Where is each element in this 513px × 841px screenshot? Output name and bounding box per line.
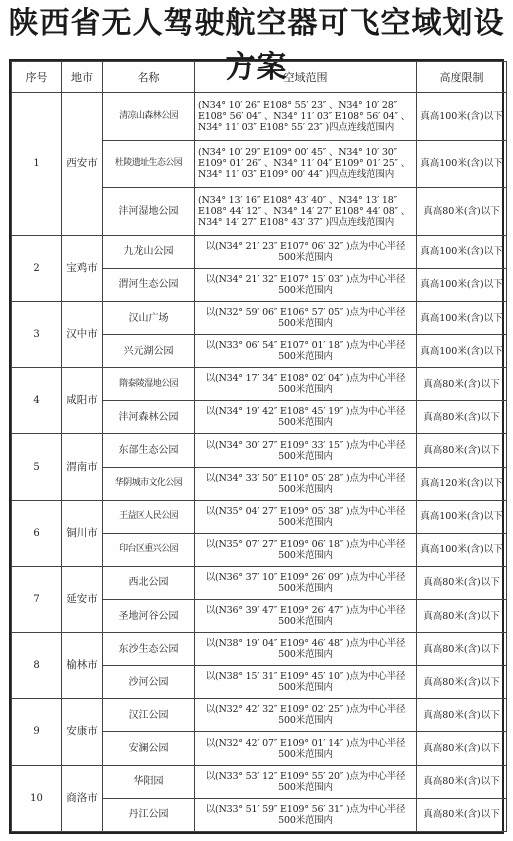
range-line: 以(N34° 21′ 32″ E107° 15′ 03″ )点为中心半径 (205, 273, 406, 285)
airspace-table-frame (9, 59, 504, 834)
cell-park-name: 汉江公园 (103, 699, 195, 732)
range-line: (N34° 13′ 16″ E108° 43′ 40″ 、N34° 13′ 18″ (198, 195, 397, 207)
cell-park-name: 印台区重兴公园 (103, 533, 195, 566)
range-line: E109° 01′ 26″ 、N34° 11′ 04″ E109° 01′ 25″ 、 (198, 158, 411, 170)
cell-airspace-range (195, 566, 417, 599)
range-line: 以(N34° 21′ 23″ E107° 06′ 32″ )点为中心半径 (205, 240, 406, 252)
cell-height-limit: 真高80米(含)以下 (417, 434, 507, 467)
cell-city: 榆林市 (62, 633, 103, 699)
range-line: 500米范围内 (278, 284, 333, 296)
cell-park-name: 东沙生态公园 (103, 633, 195, 666)
range-line: 以(N35° 04′ 27″ E109° 05′ 38″ )点为中心半径 (205, 505, 406, 517)
range-line: 500米范围内 (278, 781, 333, 793)
cell-park-name: 王益区人民公园 (103, 500, 195, 533)
cell-airspace-range (195, 188, 417, 236)
cell-height-limit: 真高100米(含)以下 (417, 533, 507, 566)
cell-park-name: 安澜公园 (103, 732, 195, 765)
header-city: 地市 (62, 62, 103, 93)
airspace-table (11, 61, 507, 832)
cell-height-limit: 真高120米(含)以下 (417, 467, 507, 500)
range-line: 以(N33° 51′ 59″ E109° 56′ 31″ )点为中心半径 (205, 803, 406, 815)
range-line: 以(N32° 42′ 32″ E109° 02′ 25″ )点为中心半径 (205, 704, 406, 716)
cell-airspace-range (195, 633, 417, 666)
cell-seq: 2 (12, 235, 62, 301)
range-line: 以(N36° 39′ 47″ E109° 26′ 47″ )点为中心半径 (205, 605, 406, 617)
cell-park-name: 沣河湿地公园 (103, 188, 195, 236)
cell-airspace-range (195, 302, 417, 335)
cell-airspace-range (195, 93, 417, 141)
cell-park-name: 圣地河谷公园 (103, 600, 195, 633)
range-line: 以(N38° 15′ 31″ E109° 45′ 10″ )点为中心半径 (205, 671, 406, 683)
cell-city: 西安市 (62, 93, 103, 236)
range-line: 以(N34° 19′ 42″ E108° 45′ 19″ )点为中心半径 (205, 406, 406, 418)
range-line: (N34° 10′ 29″ E109° 00′ 45″ 、N34° 10′ 30″ (198, 147, 397, 159)
header-name: 名称 (103, 62, 195, 93)
range-line: 以(N32° 59′ 06″ E106° 57′ 05″ )点为中心半径 (205, 307, 406, 319)
cell-height-limit: 真高100米(含)以下 (417, 335, 507, 368)
table-row (12, 235, 507, 268)
cell-seq: 5 (12, 434, 62, 500)
cell-city: 渭南市 (62, 434, 103, 500)
cell-height-limit: 真高100米(含)以下 (417, 500, 507, 533)
range-line: 以(N34° 33′ 50″ E110° 05′ 28″ )点为中心半径 (205, 472, 406, 484)
cell-airspace-range (195, 500, 417, 533)
table-row (12, 434, 507, 467)
cell-height-limit: 真高80米(含)以下 (417, 633, 507, 666)
table-body (12, 93, 507, 832)
cell-park-name: 西北公园 (103, 566, 195, 599)
cell-city: 商洛市 (62, 765, 103, 831)
cell-airspace-range (195, 798, 417, 831)
cell-city: 咸阳市 (62, 368, 103, 434)
range-line: 以(N35° 07′ 27″ E109° 06′ 18″ )点为中心半径 (205, 538, 406, 550)
range-line: N34° 11′ 03″ E108° 55′ 23″ )四点连线范围内 (198, 121, 395, 133)
range-line: 500米范围内 (278, 682, 333, 694)
cell-city: 安康市 (62, 699, 103, 765)
cell-seq: 4 (12, 368, 62, 434)
range-line: 500米范围内 (278, 715, 333, 727)
cell-park-name: 隋泰陵湿地公园 (103, 368, 195, 401)
cell-park-name: 东部生态公园 (103, 434, 195, 467)
cell-seq: 3 (12, 302, 62, 368)
cell-airspace-range (195, 368, 417, 401)
cell-park-name: 沣河森林公园 (103, 401, 195, 434)
cell-park-name: 杜陵遗址生态公园 (103, 140, 195, 188)
cell-height-limit: 真高100米(含)以下 (417, 235, 507, 268)
cell-height-limit: 真高80米(含)以下 (417, 765, 507, 798)
cell-height-limit: 真高100米(含)以下 (417, 302, 507, 335)
cell-park-name: 华阳园 (103, 765, 195, 798)
table-row (12, 93, 507, 141)
range-line: N34° 14′ 27″ E108° 43′ 37″ )四点连线范围内 (198, 217, 395, 229)
table-row (12, 566, 507, 599)
cell-height-limit: 真高80米(含)以下 (417, 699, 507, 732)
range-line: 500米范围内 (278, 318, 333, 330)
cell-park-name: 兴元湖公园 (103, 335, 195, 368)
table-row (12, 765, 507, 798)
cell-park-name: 华阴城市文化公园 (103, 467, 195, 500)
range-line: 以(N38° 19′ 04″ E109° 46′ 48″ )点为中心半径 (205, 638, 406, 650)
table-row (12, 302, 507, 335)
cell-city: 铜川市 (62, 500, 103, 566)
table-row (12, 500, 507, 533)
cell-airspace-range (195, 699, 417, 732)
range-line: 以(N34° 17′ 34″ E108° 02′ 04″ )点为中心半径 (205, 373, 406, 385)
range-line: N34° 11′ 03″ E109° 00′ 44″ )四点连线范围内 (198, 169, 395, 181)
cell-airspace-range (195, 467, 417, 500)
cell-city: 汉中市 (62, 302, 103, 368)
range-line: 500米范围内 (278, 616, 333, 628)
cell-city: 宝鸡市 (62, 235, 103, 301)
cell-park-name: 渭河生态公园 (103, 268, 195, 301)
range-line: E108° 56′ 04″ 、N34° 11′ 03″ E108° 56′ 04″ 、 (198, 110, 411, 122)
cell-seq: 10 (12, 765, 62, 831)
header-range: 空域范围 (195, 62, 417, 93)
cell-airspace-range (195, 434, 417, 467)
range-line: 500米范围内 (278, 251, 333, 263)
range-line: 以(N33° 06′ 54″ E107° 01′ 18″ )点为中心半径 (205, 340, 406, 352)
cell-height-limit: 真高80米(含)以下 (417, 566, 507, 599)
range-line: 500米范围内 (278, 384, 333, 396)
cell-height-limit: 真高80米(含)以下 (417, 188, 507, 236)
cell-height-limit: 真高80米(含)以下 (417, 798, 507, 831)
range-line: 以(N34° 30′ 27″ E109° 33′ 15″ )点为中心半径 (205, 439, 406, 451)
range-line: 500米范围内 (278, 748, 333, 760)
table-row (12, 633, 507, 666)
cell-height-limit: 真高100米(含)以下 (417, 140, 507, 188)
cell-airspace-range (195, 666, 417, 699)
cell-seq: 9 (12, 699, 62, 765)
range-line: E108° 44′ 12″ 、N34° 14′ 27″ E108° 44′ 08″ 、 (198, 206, 411, 218)
cell-airspace-range (195, 600, 417, 633)
cell-park-name: 丹江公园 (103, 798, 195, 831)
header-seq: 序号 (12, 62, 62, 93)
range-line: 500米范围内 (278, 516, 333, 528)
cell-airspace-range (195, 235, 417, 268)
cell-airspace-range (195, 401, 417, 434)
range-line: 500米范围内 (278, 483, 333, 495)
table-row (12, 368, 507, 401)
cell-park-name: 汉山广场 (103, 302, 195, 335)
cell-airspace-range (195, 335, 417, 368)
range-line: 500米范围内 (278, 549, 333, 561)
range-line: 500米范围内 (278, 450, 333, 462)
cell-height-limit: 真高80米(含)以下 (417, 732, 507, 765)
cell-airspace-range (195, 268, 417, 301)
table-row (12, 699, 507, 732)
table-header-row (12, 62, 507, 93)
cell-height-limit: 真高80米(含)以下 (417, 401, 507, 434)
range-line: 以(N36° 37′ 10″ E109° 26′ 09″ )点为中心半径 (205, 571, 406, 583)
range-line: 500米范围内 (278, 417, 333, 429)
cell-airspace-range (195, 140, 417, 188)
range-line: 500米范围内 (278, 582, 333, 594)
cell-airspace-range (195, 765, 417, 798)
cell-height-limit: 真高80米(含)以下 (417, 666, 507, 699)
range-line: 500米范围内 (278, 351, 333, 363)
document-title: 陕西省无人驾驶航空器可飞空域划设方案 (8, 6, 505, 85)
cell-seq: 8 (12, 633, 62, 699)
cell-park-name: 清凉山森林公园 (103, 93, 195, 141)
cell-height-limit: 真高100米(含)以下 (417, 268, 507, 301)
cell-seq: 1 (12, 93, 62, 236)
cell-airspace-range (195, 732, 417, 765)
cell-park-name: 九龙山公园 (103, 235, 195, 268)
cell-height-limit: 真高100米(含)以下 (417, 93, 507, 141)
range-line: 以(N32° 42′ 07″ E109° 01′ 14″ )点为中心半径 (205, 737, 406, 749)
range-line: 500米范围内 (278, 649, 333, 661)
cell-city: 延安市 (62, 566, 103, 632)
range-line: 500米范围内 (278, 814, 333, 826)
cell-height-limit: 真高80米(含)以下 (417, 600, 507, 633)
cell-seq: 6 (12, 500, 62, 566)
cell-park-name: 沙河公园 (103, 666, 195, 699)
range-line: 以(N33° 53′ 12″ E109° 55′ 20″ )点为中心半径 (205, 770, 406, 782)
cell-airspace-range (195, 533, 417, 566)
cell-height-limit: 真高80米(含)以下 (417, 368, 507, 401)
header-limit: 高度限制 (417, 62, 507, 93)
cell-seq: 7 (12, 566, 62, 632)
range-line: (N34° 10′ 26″ E108° 55′ 23″ 、N34° 10′ 28″ (198, 99, 397, 111)
